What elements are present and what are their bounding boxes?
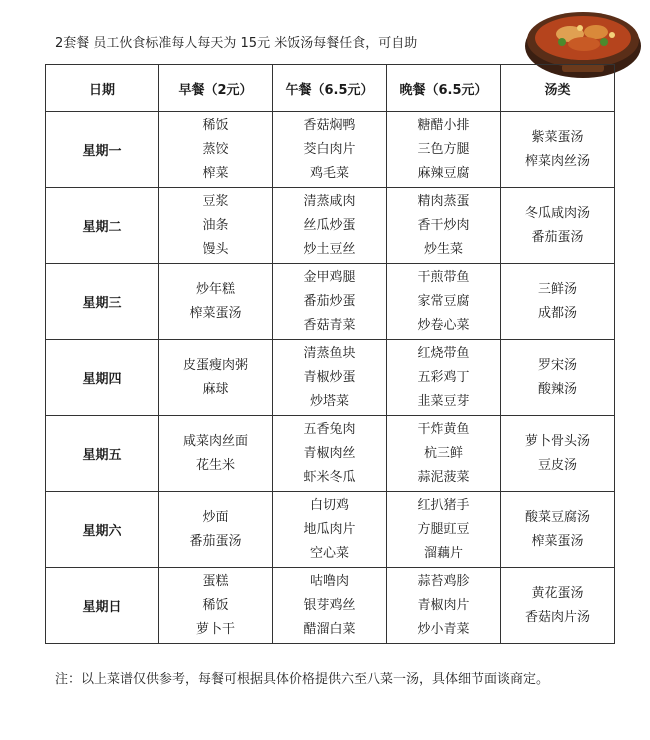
table-row (46, 416, 615, 492)
column-header-date: 日期 (46, 65, 159, 112)
day-cell: 星期五 (46, 416, 159, 492)
dish-item: 咕噜肉 (309, 574, 349, 589)
dish-item: 榨菜蛋汤 (531, 534, 584, 549)
soup-cell (501, 568, 615, 644)
table-row (46, 340, 615, 416)
soup-cell (501, 112, 615, 188)
breakfast-cell (159, 264, 273, 340)
dish-item: 油条 (202, 218, 229, 233)
lunch-cell (273, 416, 387, 492)
dish-item: 三色方腿 (417, 142, 470, 157)
dish-item: 茭白肉片 (303, 142, 356, 157)
dish-item: 炒土豆丝 (303, 242, 356, 257)
dish-item: 地瓜肉片 (303, 522, 356, 537)
column-header-breakfast: 早餐（2元） (159, 65, 273, 112)
column-header-dinner: 晚餐（6.5元） (387, 65, 501, 112)
column-header-soup: 汤类 (501, 65, 615, 112)
breakfast-cell (159, 340, 273, 416)
lunch-cell (273, 340, 387, 416)
dish-item: 糖醋小排 (417, 118, 470, 133)
soup-cell (501, 188, 615, 264)
lunch-cell (273, 188, 387, 264)
table-row (46, 264, 615, 340)
dinner-cell (387, 568, 501, 644)
dish-item: 萝卜骨头汤 (524, 434, 590, 449)
dish-item: 红烧带鱼 (417, 346, 470, 361)
dinner-cell (387, 264, 501, 340)
day-cell: 星期二 (46, 188, 159, 264)
dish-item: 蒜苔鸡胗 (417, 574, 470, 589)
lunch-cell (273, 568, 387, 644)
dish-item: 冬瓜咸肉汤 (524, 206, 590, 221)
dish-item: 香干炒肉 (417, 218, 470, 233)
dish-item: 香菇焖鸭 (303, 118, 356, 133)
day-cell: 星期六 (46, 492, 159, 568)
dish-item: 蛋糕 (202, 574, 229, 589)
dish-item: 金甲鸡腿 (303, 270, 356, 285)
dish-item: 杭三鲜 (423, 446, 463, 461)
day-cell: 星期日 (46, 568, 159, 644)
dish-item: 黄花蛋汤 (531, 586, 584, 601)
breakfast-cell (159, 112, 273, 188)
table-row (46, 568, 615, 644)
dish-item: 香菇肉片汤 (524, 610, 590, 625)
dish-item: 三鲜汤 (537, 282, 577, 297)
day-cell: 星期一 (46, 112, 159, 188)
dish-item: 榨菜 (202, 166, 229, 181)
dish-item: 番茄炒蛋 (303, 294, 356, 309)
breakfast-cell (159, 416, 273, 492)
dinner-cell (387, 492, 501, 568)
dish-item: 炒生菜 (423, 242, 463, 257)
dish-item: 清蒸鱼块 (303, 346, 356, 361)
dish-item: 酸辣汤 (537, 382, 577, 397)
dish-item: 干煎带鱼 (417, 270, 470, 285)
dish-item: 香菇青菜 (303, 318, 356, 333)
dinner-cell (387, 188, 501, 264)
dish-item: 麻球 (202, 382, 229, 397)
dish-item: 榨菜肉丝汤 (524, 154, 590, 169)
table-row (46, 112, 615, 188)
dish-item: 稀饭 (202, 598, 229, 613)
lunch-cell (273, 264, 387, 340)
dish-item: 醋溜白菜 (303, 622, 356, 637)
dish-item: 稀饭 (202, 118, 229, 133)
dish-item: 溜藕片 (423, 546, 463, 561)
dish-item: 紫菜蛋汤 (531, 130, 584, 145)
dish-item: 番茄蛋汤 (531, 230, 584, 245)
day-cell: 星期四 (46, 340, 159, 416)
breakfast-cell (159, 188, 273, 264)
dish-item: 丝瓜炒蛋 (303, 218, 356, 233)
dinner-cell (387, 112, 501, 188)
dish-item: 麻辣豆腐 (417, 166, 470, 181)
dish-item: 炒塔菜 (309, 394, 349, 409)
table-row (46, 188, 615, 264)
dish-item: 五香兔肉 (303, 422, 356, 437)
dish-item: 榨菜蛋汤 (189, 306, 242, 321)
dish-item: 家常豆腐 (417, 294, 470, 309)
column-header-lunch: 午餐（6.5元） (273, 65, 387, 112)
table-row (46, 492, 615, 568)
dish-item: 空心菜 (309, 546, 349, 561)
dish-item: 韭菜豆芽 (417, 394, 470, 409)
dish-item: 豆浆 (202, 194, 229, 209)
soup-cell (501, 416, 615, 492)
dish-item: 馒头 (202, 242, 229, 257)
dish-item: 成都汤 (537, 306, 577, 321)
dish-item: 咸菜肉丝面 (182, 434, 248, 449)
footnote: 注：以上菜谱仅供参考，每餐可根据具体价格提供六至八菜一汤，具体细节面谈商定。 (55, 672, 550, 687)
dish-item: 蒸饺 (202, 142, 229, 157)
dish-item: 五彩鸡丁 (417, 370, 470, 385)
menu-header: 2套餐 员工伙食标准每人每天为 15元 米饭汤每餐任食，可自助 (55, 36, 418, 51)
day-cell: 星期三 (46, 264, 159, 340)
dish-item: 方腿豇豆 (417, 522, 470, 537)
dish-item: 红扒猪手 (417, 498, 470, 513)
soup-cell (501, 264, 615, 340)
soup-cell (501, 492, 615, 568)
breakfast-cell (159, 492, 273, 568)
dish-item: 炒卷心菜 (417, 318, 470, 333)
dish-item: 白切鸡 (309, 498, 349, 513)
dish-item: 萝卜干 (195, 622, 235, 637)
lunch-cell (273, 492, 387, 568)
weekly-menu-table (45, 64, 615, 644)
dish-item: 青椒炒蛋 (303, 370, 356, 385)
dish-item: 清蒸咸肉 (303, 194, 356, 209)
dish-item: 青椒肉片 (417, 598, 470, 613)
dish-item: 干炸黄鱼 (417, 422, 470, 437)
lunch-cell (273, 112, 387, 188)
dinner-cell (387, 340, 501, 416)
dish-item: 番茄蛋汤 (189, 534, 242, 549)
dish-item: 炒年糕 (195, 282, 235, 297)
dish-item: 青椒肉丝 (303, 446, 356, 461)
dish-item: 银芽鸡丝 (303, 598, 356, 613)
dish-item: 蒜泥菠菜 (417, 470, 470, 485)
dinner-cell (387, 416, 501, 492)
dish-item: 炒面 (202, 510, 229, 525)
dish-item: 罗宋汤 (537, 358, 577, 373)
soup-cell (501, 340, 615, 416)
table-header-row (46, 65, 615, 112)
dish-item: 皮蛋瘦肉粥 (182, 358, 248, 373)
dish-item: 精肉蒸蛋 (417, 194, 470, 209)
dish-item: 豆皮汤 (537, 458, 577, 473)
dish-item: 花生米 (195, 458, 235, 473)
dish-item: 酸菜豆腐汤 (524, 510, 590, 525)
dish-item: 鸡毛菜 (309, 166, 349, 181)
dish-item: 虾米冬瓜 (303, 470, 356, 485)
dish-item: 炒小青菜 (417, 622, 470, 637)
breakfast-cell (159, 568, 273, 644)
